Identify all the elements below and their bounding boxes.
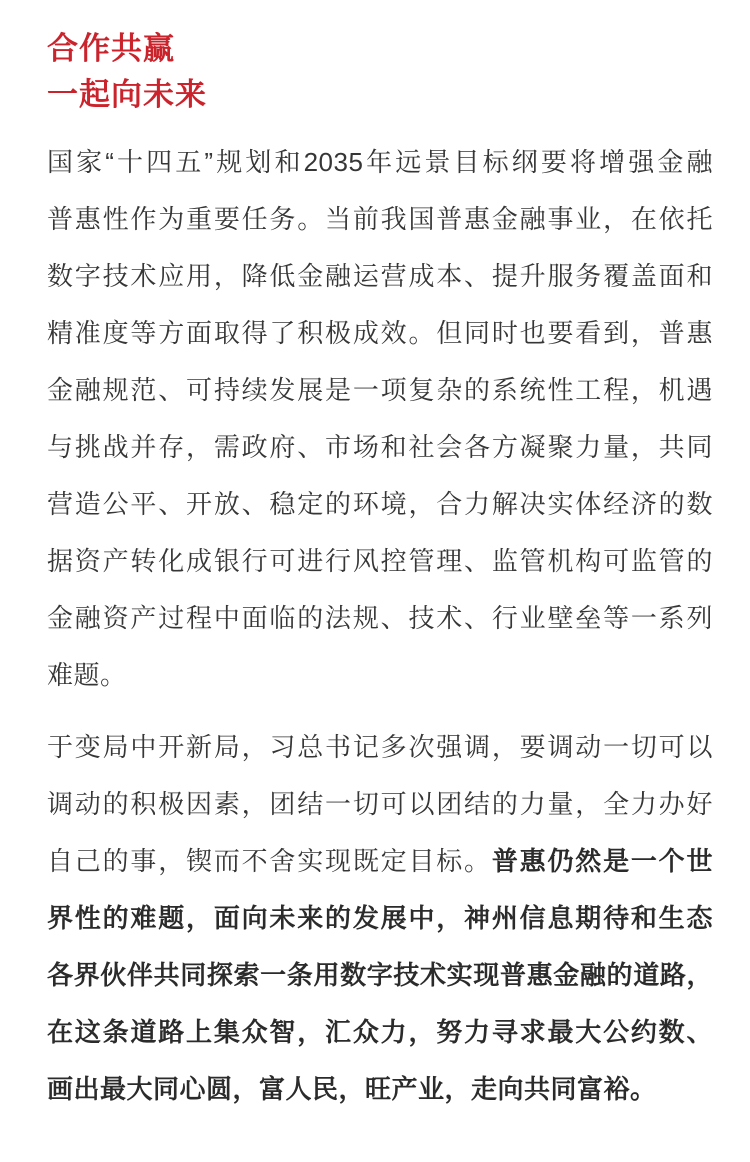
text-line [47, 362, 713, 419]
text-line [47, 191, 713, 248]
text-line [47, 419, 713, 476]
text-line [47, 833, 713, 890]
title-line-2: 一起向未来 [47, 77, 207, 112]
text-segment: 普惠性作为重要任务。当前我国普惠金融事业，在依托 [47, 204, 713, 234]
text-segment: 自己的事，锲而不舍实现既定目标。 [47, 846, 492, 876]
title-line-1: 合作共赢 [47, 31, 175, 66]
text-line [47, 719, 713, 776]
text-segment: 数字技术应用，降低金融运营成本、提升服务覆盖面和 [47, 261, 713, 291]
text-segment: 调动的积极因素，团结一切可以团结的力量，全力办好 [47, 789, 713, 819]
article-body [47, 134, 713, 1118]
text-line [47, 1061, 713, 1118]
text-segment: 精准度等方面取得了积极成效。但同时也要看到，普惠 [47, 318, 713, 348]
text-line [47, 647, 713, 704]
article-title [47, 26, 713, 118]
text-line [47, 890, 713, 947]
text-line [47, 590, 713, 647]
text-segment: 金融规范、可持续发展是一项复杂的系统性工程，机遇 [47, 375, 713, 405]
text-segment: 于变局中开新局，习总书记多次强调，要调动一切可以 [47, 732, 713, 762]
bold-text-segment: 在这条道路上集众智，汇众力，努力寻求最大公约数、 [47, 1017, 713, 1047]
bold-text-segment: 普惠仍然是一个世 [491, 846, 713, 876]
text-line [47, 476, 713, 533]
text-segment: 营造公平、开放、稳定的环境，合力解决实体经济的数 [47, 489, 713, 519]
text-segment: 国家“十四五”规划和2035年远景目标纲要将增强金融 [47, 147, 713, 177]
text-line [47, 533, 713, 590]
text-line [47, 305, 713, 362]
paragraph [47, 719, 713, 1118]
bold-text-segment: 界性的难题，面向未来的发展中，神州信息期待和生态 [47, 903, 713, 933]
text-segment: 与挑战并存，需政府、市场和社会各方凝聚力量，共同 [47, 432, 713, 462]
text-line [47, 248, 713, 305]
text-line [47, 947, 713, 1004]
text-segment: 据资产转化成银行可进行风控管理、监管机构可监管的 [47, 546, 713, 576]
bold-text-segment: 各界伙伴共同探索一条用数字技术实现普惠金融的道路， [47, 960, 713, 990]
text-line [47, 134, 713, 191]
text-line [47, 776, 713, 833]
text-segment: 金融资产过程中面临的法规、技术、行业壁垒等一系列 [47, 603, 713, 633]
paragraph [47, 134, 713, 704]
text-segment: 难题。 [47, 660, 127, 690]
text-line [47, 1004, 713, 1061]
bold-text-segment: 画出最大同心圆，富人民，旺产业，走向共同富裕。 [47, 1074, 657, 1104]
